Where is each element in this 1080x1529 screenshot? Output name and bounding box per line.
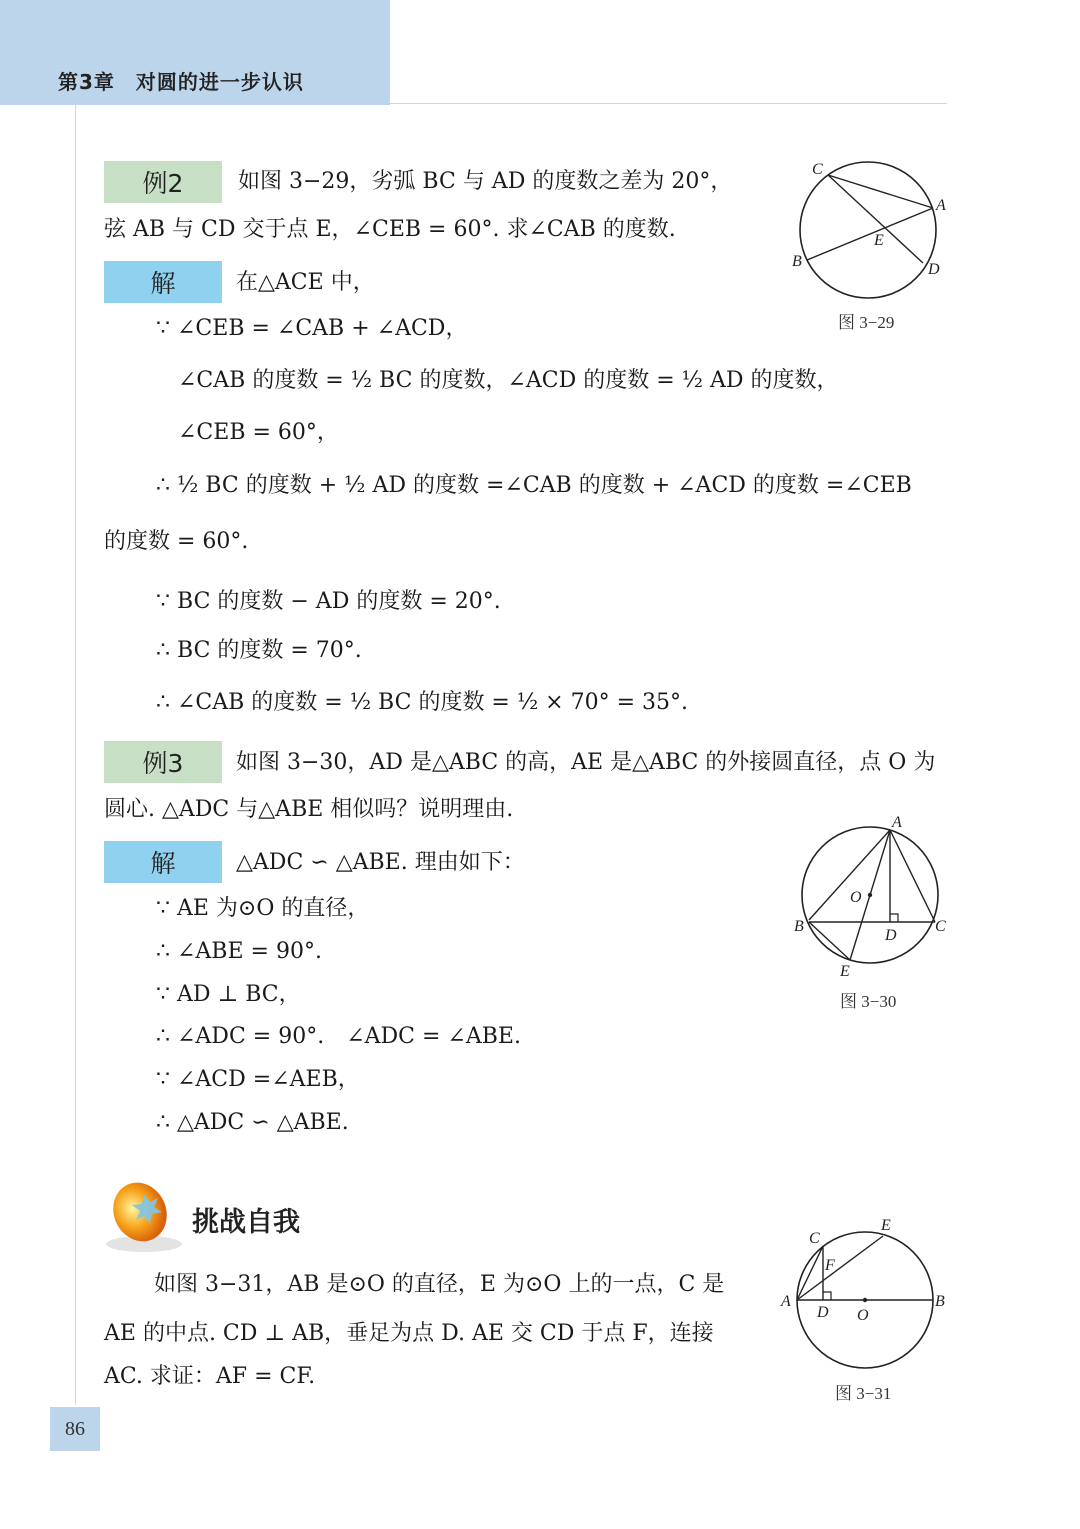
fig30-label-o: O xyxy=(850,889,862,906)
fig29-label-a: A xyxy=(936,197,946,214)
example2-line-1: 如图 3−29，劣弧 BC 与 AD 的度数之差为 20°， xyxy=(238,169,733,194)
fig31-right-angle xyxy=(823,1292,831,1300)
example2-line-2: 弦 AB 与 CD 交于点 E，∠CEB = 60°. 求∠CAB 的度数. xyxy=(104,217,676,242)
fig29-chord-cd xyxy=(828,175,923,263)
solution3-line-6: ∵ ∠ACD =∠AEB， xyxy=(156,1067,360,1092)
fig31-label-f: F xyxy=(825,1257,835,1274)
page-number: 86 xyxy=(50,1407,100,1451)
figure-3-29 xyxy=(780,150,960,310)
figure-3-31 xyxy=(775,1212,955,1382)
solution3-line-7: ∴ △ADC ∽ △ABE. xyxy=(156,1110,349,1135)
fig29-label-b: B xyxy=(792,253,802,270)
solution2-tag: 解 xyxy=(104,261,222,303)
solution2-line-4: ∠CEB = 60°， xyxy=(178,420,339,445)
fig30-center-dot xyxy=(868,893,872,897)
fig29-label-d: D xyxy=(928,261,940,278)
fig29-label-e: E xyxy=(874,232,884,249)
solution2-line-5: ∴ ½ BC 的度数 + ½ AD 的度数 =∠CAB 的度数 + ∠ACD 的度数 =∠CEB xyxy=(156,473,912,498)
fig31-label-c: C xyxy=(809,1230,820,1247)
solution3-line-3: ∴ ∠ABE = 90°. xyxy=(156,939,322,964)
solution3-line-5: ∴ ∠ADC = 90°. ∠ADC = ∠ABE. xyxy=(156,1024,521,1049)
solution3-line-1: △ADC ∽ △ABE. 理由如下： xyxy=(236,850,525,875)
fig29-circle xyxy=(800,162,936,298)
fig31-caption: 图 3−31 xyxy=(835,1384,892,1403)
challenge-icon xyxy=(100,1172,184,1256)
challenge-line-3: AC. 求证：AF = CF. xyxy=(104,1364,316,1389)
example3-tag: 例3 xyxy=(104,741,222,783)
solution2-line-9: ∴ ∠CAB 的度数 = ½ BC 的度数 = ½ × 70° = 35°. xyxy=(156,690,689,715)
fig30-side-ac xyxy=(890,830,935,922)
fig30-label-e: E xyxy=(840,963,850,980)
fig31-center-dot xyxy=(863,1298,867,1302)
solution2-line-6: 的度数 = 60°. xyxy=(104,529,249,554)
solution2-line-8: ∴ BC 的度数 = 70°. xyxy=(156,638,362,663)
solution2-line-3: ∠CAB 的度数 = ½ BC 的度数，∠ACD 的度数 = ½ AD 的度数， xyxy=(178,368,839,393)
fig30-segment-be xyxy=(809,922,850,960)
header-rule xyxy=(390,103,947,104)
fig31-label-b: B xyxy=(935,1293,945,1310)
fig31-chord-ac xyxy=(797,1246,823,1300)
fig30-label-c: C xyxy=(935,918,946,935)
solution2-line-2: ∵ ∠CEB = ∠CAB + ∠ACD， xyxy=(156,316,468,341)
fig30-label-a: A xyxy=(892,814,902,831)
fig29-chord-ca xyxy=(828,175,933,208)
solution3-line-4: ∵ AD ⊥ BC， xyxy=(156,982,301,1007)
fig30-caption: 图 3−30 xyxy=(840,992,897,1011)
challenge-line-2: AE 的中点. CD ⊥ AB，垂足为点 D. AE 交 CD 于点 F，连接 xyxy=(104,1321,714,1346)
solution2-line-1: 在△ACE 中， xyxy=(236,270,375,295)
fig30-label-d: D xyxy=(885,927,897,944)
example3-line-2: 圆心. △ADC 与△ABE 相似吗？说明理由. xyxy=(104,797,514,822)
example3-line-1: 如图 3−30，AD 是△ABC 的高，AE 是△ABC 的外接圆直径，点 O 为 xyxy=(236,750,936,775)
figure-3-30 xyxy=(785,810,960,980)
challenge-title: 挑战自我 xyxy=(192,1207,300,1238)
solution2-line-7: ∵ BC 的度数 − AD 的度数 = 20°. xyxy=(156,589,501,614)
solution3-line-2: ∵ AE 为⊙O 的直径， xyxy=(156,896,370,921)
fig31-label-d: D xyxy=(817,1304,829,1321)
fig29-caption: 图 3−29 xyxy=(838,313,895,332)
chapter-title: 第3章 对圆的进一步认识 xyxy=(58,70,304,94)
fig29-chord-ab xyxy=(807,208,933,260)
fig29-label-c: C xyxy=(812,161,823,178)
solution3-tag: 解 xyxy=(104,841,222,883)
fig31-label-a: A xyxy=(781,1293,791,1310)
fig30-label-b: B xyxy=(794,918,804,935)
challenge-line-1: 如图 3−31，AB 是⊙O 的直径，E 为⊙O 上的一点，C 是 xyxy=(154,1272,725,1297)
fig31-label-o: O xyxy=(857,1307,869,1324)
fig31-label-e: E xyxy=(881,1217,891,1234)
margin-rule xyxy=(75,105,76,1405)
fig30-side-ab xyxy=(809,830,890,920)
example2-tag: 例2 xyxy=(104,161,222,203)
fig30-right-angle xyxy=(890,914,898,922)
